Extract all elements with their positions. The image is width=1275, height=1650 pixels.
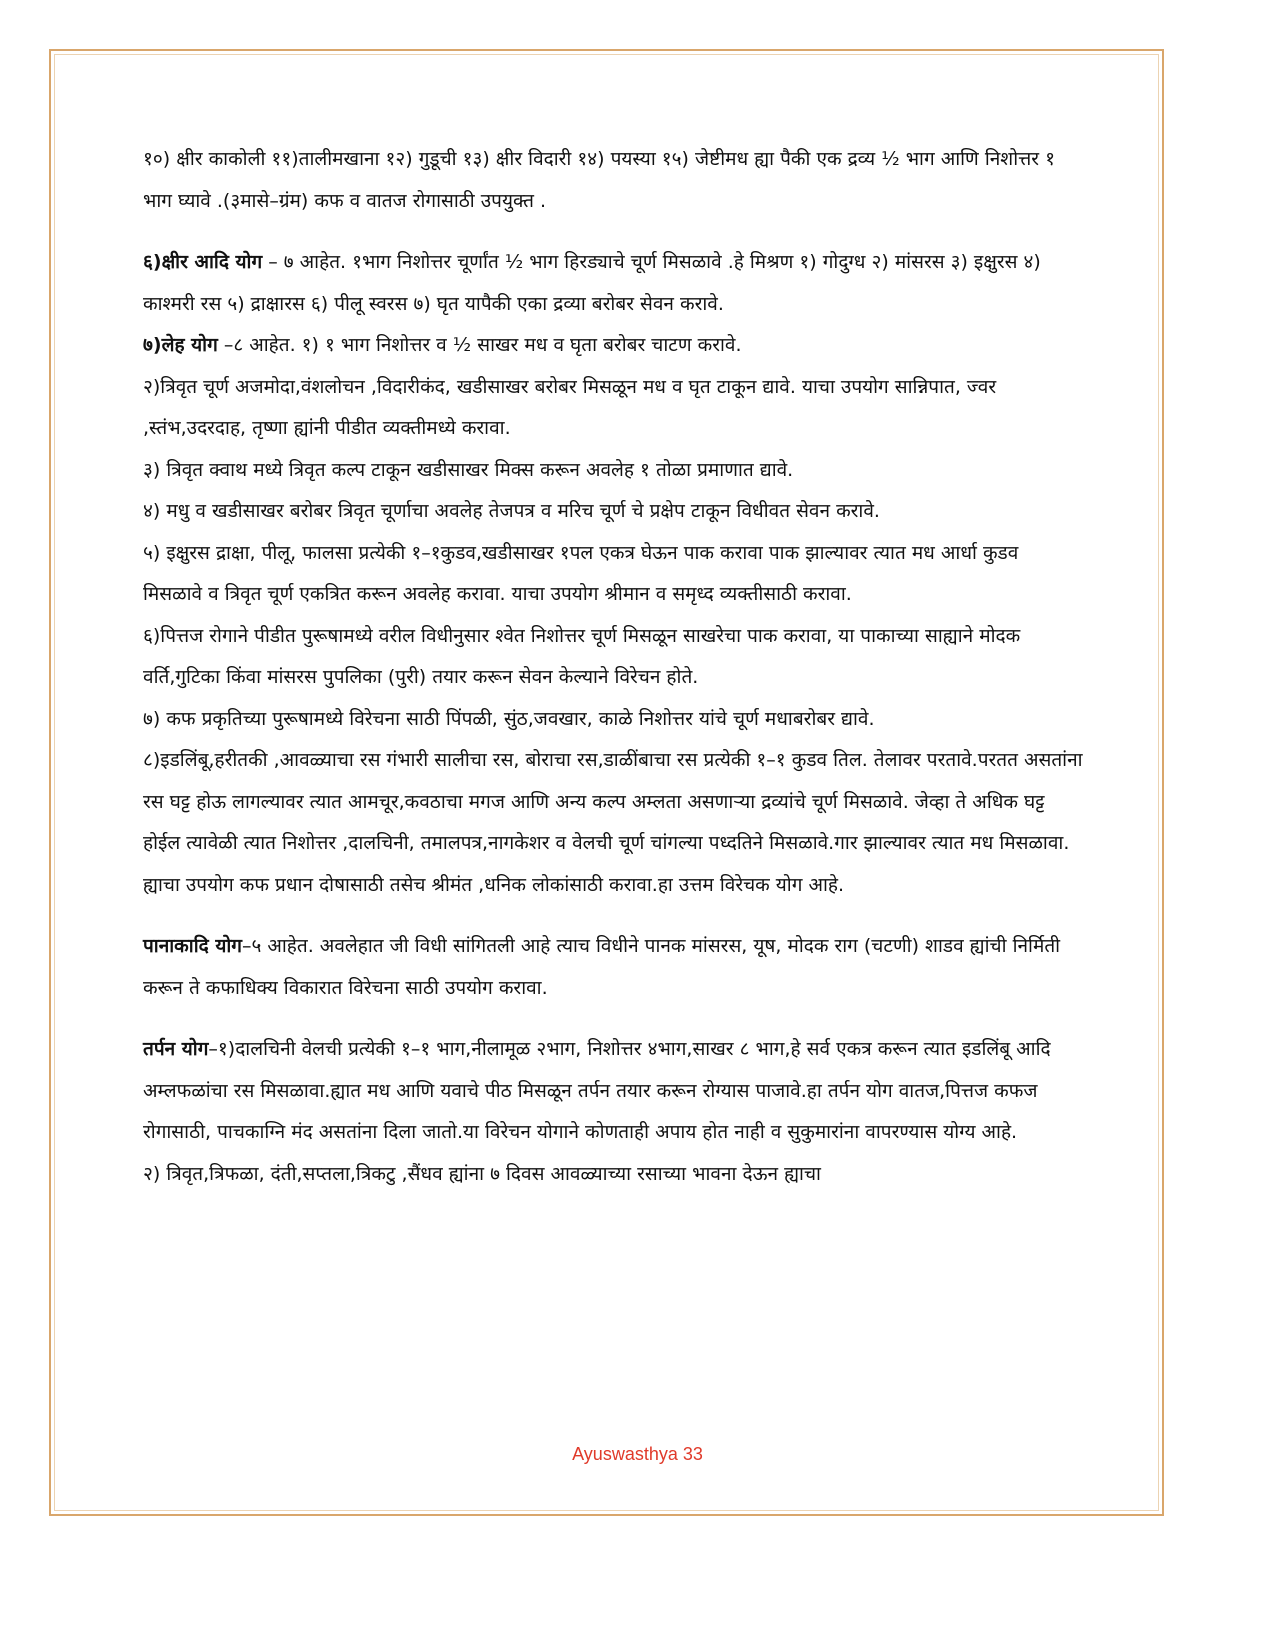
paragraph-tarpan-yog: [143, 1029, 1083, 1154]
text-ksheer-aadi-yog: – ७ आहेत. १भाग निशोत्तर चूर्णांत ½ भाग हिरड्याचे चूर्ण मिसळावे .हे मिश्रण १) गोदुग्ध २) मांसरस ३) इक्षुरस ४) काश्मरी रस ५) द्राक्षारस ६) पीलू स्वरस ७) घृत यापैकी एका द्रव्या बरोबर सेवन करावे.: [143, 251, 1041, 315]
paragraph-panakadi-yog: [143, 926, 1083, 1009]
heading-ksheer-aadi-yog: ६)क्षीर आदि योग: [143, 251, 263, 273]
heading-leh-yog: ७)लेह योग: [143, 334, 218, 356]
paragraph-ksheer-list: १०) क्षीर काकोली ११)तालीमखाना १२) गुडूची १३) क्षीर विदारी १४) पयस्या १५) जेष्टीमध ह्या पैकी एक द्रव्य ½ भाग आणि निशोत्तर १ भाग घ्यावे .(३मासे–ग्रंम) कफ व वातज रोगासाठी उपयुक्त .: [143, 148, 1055, 212]
paragraph-ksheer-aadi-yog: [143, 242, 1083, 325]
paragraph-leh-6: ६)पित्तज रोगाने पीडीत पुरूषामध्ये वरील विधीनुसार श्वेत निशोत्तर चूर्ण मिसळून साखरेचा पाक करावा, या पाकाच्या साह्याने मोदक वर्ति,गुटिका किंवा मांसरस पुपलिका (पुरी) तयार करून सेवन केल्याने विरेचन होते.: [143, 624, 1021, 688]
text-tarpan-yog: –१)दालचिनी वेलची प्रत्येकी १–१ भाग,नीलामूळ २भाग, निशोत्तर ४भाग,साखर ८ भाग,हे सर्व एकत्र करून त्यात इडलिंबू आदि अम्लफळांचा रस मिसळावा.ह्यात मध आणि यवाचे पीठ मिसळून तर्पन तयार करून रोग्यास पाजावे.हा तर्पन योग वातज,पित्तज कफज रोगासाठी, पाचकाग्नि मंद असतांना दिला जातो.या विरेचन योगाने कोणताही अपाय होत नाही व सुकुमारांना वापरण्यास योग्य आहे.: [143, 1038, 1051, 1143]
paragraph-leh-3: ३) त्रिवृत क्वाथ मध्ये त्रिवृत कल्प टाकून खडीसाखर मिक्स करून अवलेह १ तोळा प्रमाणात द्यावे.: [143, 458, 794, 481]
page-content: [143, 139, 1083, 1195]
heading-tarpan-yog: तर्पन योग: [143, 1038, 209, 1060]
paragraph-leh-2: २)त्रिवृत चूर्ण अजमोदा,वंशलोचन ,विदारीकंद, खडीसाखर बरोबर मिसळून मध व घृत टाकून द्यावे. याचा उपयोग सान्निपात, ज्वर ,स्तंभ,उदरदाह, तृष्णा ह्यांनी पीडीत व्यक्तीमध्ये करावा.: [143, 375, 997, 439]
page-footer: Ayuswasthya 33: [572, 1444, 703, 1464]
paragraph-leh-5: ५) इक्षुरस द्राक्षा, पीलू, फालसा प्रत्येकी १–१कुडव,खडीसाखर १पल एकत्र घेऊन पाक करावा पाक झाल्यावर त्यात मध आर्धा कुडव मिसळावे व त्रिवृत चूर्ण एकत्रित करून अवलेह करावा. याचा उपयोग श्रीमान व समृध्द व्यक्तीसाठी करावा.: [143, 541, 1019, 605]
text-panakadi-yog: –५ आहेत. अवलेहात जी विधी सांगितली आहे त्याच विधीने पानक मांसरस, यूष, मोदक राग (चटणी) शाडव ह्यांची निर्मिती करून ते कफाधिक्य विकारात विरेचना साठी उपयोग करावा.: [143, 935, 1061, 999]
paragraph-leh-4: ४) मधु व खडीसाखर बरोबर त्रिवृत चूर्णाचा अवलेह तेजपत्र व मरिच चूर्ण चे प्रक्षेप टाकून विधीवत सेवन करावे.: [143, 500, 880, 522]
text-leh-yog: –८ आहेत. १) १ भाग निशोत्तर व ½ साखर मध व घृता बरोबर चाटण करावे.: [217, 334, 742, 356]
paragraph-leh-7: ७) कफ प्रकृतिच्या पुरूषामध्ये विरेचना साठी पिंपळी, सुंठ,जवखार, काळे निशोत्तर यांचे चूर्ण मधाबरोबर द्यावे.: [143, 707, 875, 730]
paragraph-leh-yog: [143, 325, 1083, 367]
heading-panakadi-yog: पानाकादि योग: [143, 935, 242, 957]
paragraph-leh-8: ८)इडलिंबू,हरीतकी ,आवळ्याचा रस गंभारी सालीचा रस, बोराचा रस,डाळींबाचा रस प्रत्येकी १–१ कुडव तिल. तेलावर परतावे.परतत असतांना रस घट्ट होऊ लागल्यावर त्यात आमचूर,कवठाचा मगज आणि अन्य कल्प अम्लता असणाऱ्या द्रव्यांचे चूर्ण मिसळावे. जेव्हा ते अधिक घट्ट होईल त्यावेळी त्यात निशोत्तर ,दालचिनी, तमालपत्र,नागकेशर व वेलची चूर्ण चांगल्या पध्दतिने मिसळावे.गार झाल्यावर त्यात मध मिसळावा. ह्याचा उपयोग कफ प्रधान दोषासाठी तसेच श्रीमंत ,धनिक लोकांसाठी करावा.हा उत्तम विरेचक योग आहे.: [143, 749, 1083, 896]
paragraph-tarpan-2: २) त्रिवृत,त्रिफळा, दंती,सप्तला,त्रिकटु ,सैंधव ह्यांना ७ दिवस आवळ्याच्या रसाच्या भावना देऊन ह्याचा: [143, 1162, 821, 1185]
